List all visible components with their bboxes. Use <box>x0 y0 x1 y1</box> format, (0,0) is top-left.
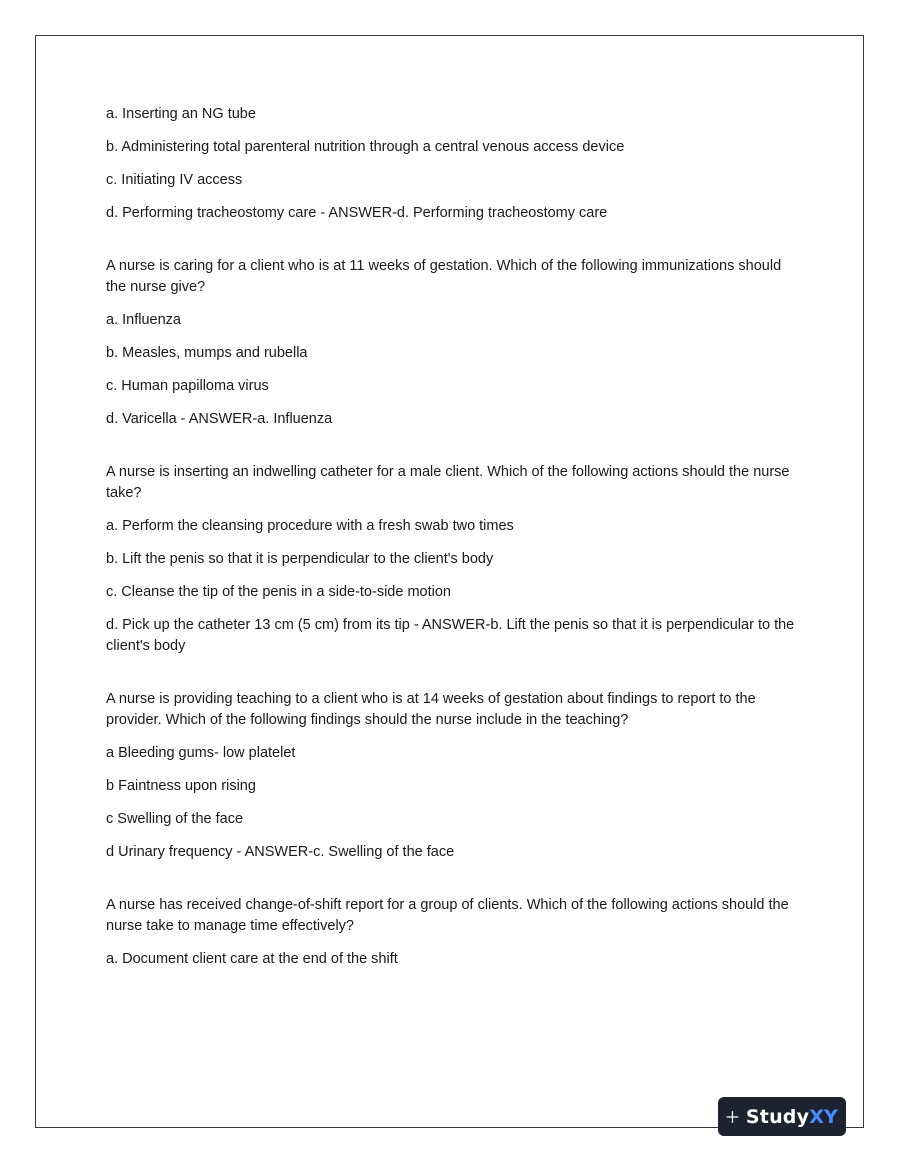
option-a: a. Perform the cleansing procedure with a fresh swab two times <box>106 518 514 534</box>
option-a: a. Influenza <box>106 312 181 328</box>
question-block-5 <box>106 895 796 970</box>
plus-icon <box>726 1106 739 1128</box>
question-block-3 <box>106 462 796 657</box>
question-stem: A nurse is caring for a client who is at 11 weeks of gestation. Which of the following immunizations should the nurse give? <box>106 258 782 295</box>
logo-text-accent: XY <box>809 1105 838 1128</box>
question-stem: A nurse is providing teaching to a client who is at 14 weeks of gestation about findings to report to the provider. Which of the following findings should the nurse include in the teaching? <box>106 691 756 728</box>
option-a: a. Inserting an NG tube <box>106 106 256 122</box>
option-d-answer: d. Pick up the catheter 13 cm (5 cm) from its tip - ANSWER-b. Lift the penis so that it is perpendicular to the client's body <box>106 617 795 654</box>
studyxy-logo[interactable] <box>718 1097 846 1136</box>
option-d-answer: d Urinary frequency - ANSWER-c. Swelling of the face <box>106 844 455 860</box>
option-b: b. Measles, mumps and rubella <box>106 345 308 361</box>
option-c: c. Initiating IV access <box>106 172 243 188</box>
question-block-1 <box>106 104 796 224</box>
option-d-answer: d. Performing tracheostomy care - ANSWER-d. Performing tracheostomy care <box>106 205 608 221</box>
question-block-2 <box>106 256 796 430</box>
option-b: b. Administering total parenteral nutrition through a central venous access device <box>106 139 625 155</box>
logo-text-main: Study <box>745 1105 810 1128</box>
question-block-4 <box>106 689 796 863</box>
document-content <box>106 104 796 1002</box>
option-b: b Faintness upon rising <box>106 778 256 794</box>
option-c: c. Cleanse the tip of the penis in a side-to-side motion <box>106 584 451 600</box>
option-a: a Bleeding gums- low platelet <box>106 745 296 761</box>
logo-text <box>746 1106 838 1128</box>
option-d-answer: d. Varicella - ANSWER-a. Influenza <box>106 411 333 427</box>
option-a: a. Document client care at the end of the shift <box>106 951 398 967</box>
question-stem: A nurse is inserting an indwelling catheter for a male client. Which of the following actions should the nurse take? <box>106 464 790 501</box>
option-c: c Swelling of the face <box>106 811 244 827</box>
option-c: c. Human papilloma virus <box>106 378 269 394</box>
option-b: b. Lift the penis so that it is perpendicular to the client's body <box>106 551 494 567</box>
question-stem: A nurse has received change-of-shift report for a group of clients. Which of the following actions should the nurse take to manage time effectively? <box>106 897 789 934</box>
